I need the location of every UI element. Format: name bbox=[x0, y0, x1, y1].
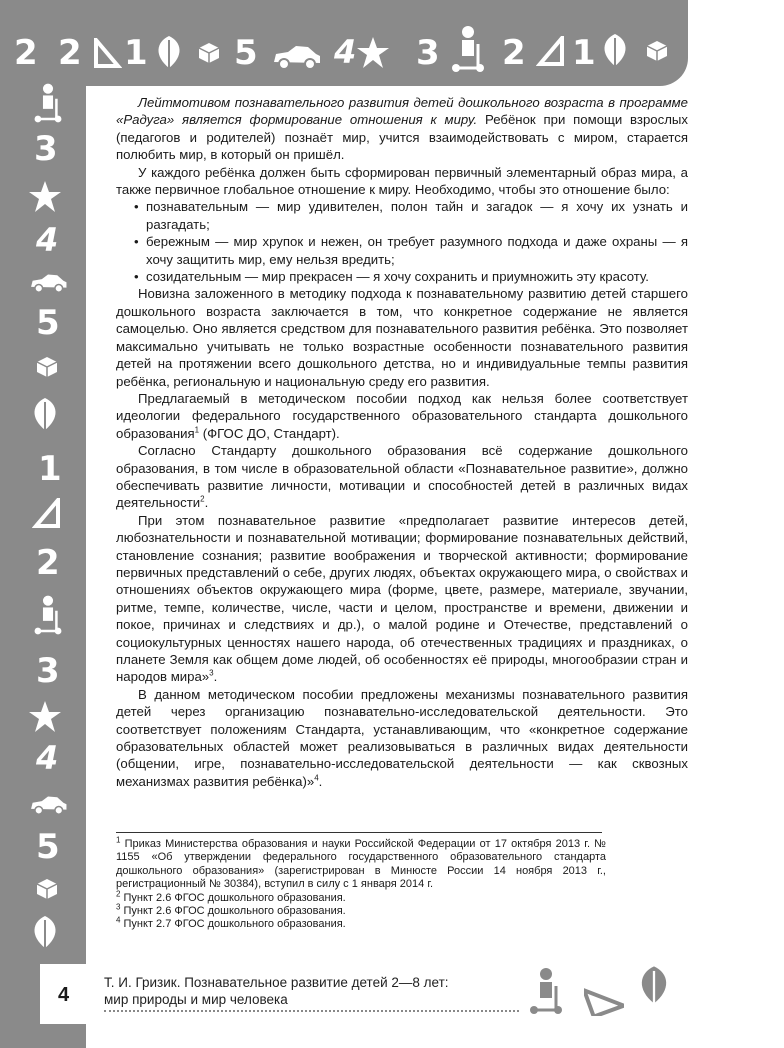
decor-number: 4 bbox=[334, 33, 357, 71]
footnote bbox=[116, 902, 606, 918]
footnote bbox=[116, 835, 606, 892]
list-item: • созидательным — мир прекрасен — я хочу сохранить и приумножить эту красоту. bbox=[136, 268, 688, 285]
decor-number: 5 bbox=[36, 827, 60, 867]
footnote-text: Пункт 2.6 ФГОС дошкольного образования. bbox=[120, 905, 346, 918]
cube-icon bbox=[198, 42, 220, 64]
leaf-icon bbox=[28, 914, 62, 952]
cube-icon bbox=[36, 878, 58, 900]
bullet-list bbox=[116, 198, 688, 285]
footnote-ref: 1 bbox=[194, 425, 200, 435]
paragraph-text: . bbox=[318, 773, 323, 789]
scooter-kid-icon bbox=[30, 82, 66, 124]
paragraph bbox=[116, 442, 688, 512]
decor-number: 5 bbox=[36, 303, 60, 343]
cube-icon bbox=[646, 40, 668, 62]
footnotes bbox=[116, 835, 606, 932]
decor-number: 2 bbox=[14, 33, 38, 73]
decor-number: 1 bbox=[572, 33, 596, 73]
footnote-text: Приказ Министерства образования и науки Российской Федерации от 17 октября 2013 г. № 1155 «Об утверждении федерального государственного образовательного стандарта дошкольного образования» (зарегистрирован в Минюсте России 14 ноября 2013 г., регистрационный № 30384), вступил в силу с 1 января 2014 г. bbox=[116, 838, 606, 891]
paragraph bbox=[116, 686, 688, 790]
footnote-number: 1 bbox=[116, 835, 121, 845]
paragraph bbox=[116, 390, 688, 442]
leaf-icon bbox=[152, 34, 186, 72]
decor-number: 1 bbox=[124, 33, 148, 73]
car-icon bbox=[270, 44, 322, 70]
decor-number: 3 bbox=[36, 651, 60, 691]
lead-sentence: Лейтмотивом познавательного развития детей дошкольного возраста в программе «Радуга» является формирование отношения к миру. bbox=[116, 95, 688, 128]
decor-number: 5 bbox=[234, 33, 258, 73]
paragraph-text: Согласно Стандарту дошкольного образования всё содержание дошкольного образования, в том числе в образовательной области «Познавательное развитие», должно обеспечивать развитие личности, мотивации и способностей детей в различных видах деятельности bbox=[116, 443, 688, 511]
triangle-icon bbox=[584, 980, 624, 1021]
paragraph bbox=[116, 94, 688, 164]
footnote-text: Пункт 2.7 ФГОС дошкольного образования. bbox=[120, 918, 346, 931]
footnote-ref: 3 bbox=[209, 669, 214, 679]
paragraph: Новизна заложенного в методику подхода к познавательному развитию детей старшего дошкольного возраста заключается в том, что конкретное содержание не является самоцелью. Оно является средством для познавательного развития ребёнка. Это позволяет максимально учитывать не только возрастные особенности познавательного развития детей на протяжении всего дошкольного детства, но и индивидуальные темпы развития ребёнка, региональную и национальную среду его развития. bbox=[116, 286, 688, 389]
book-title-line: мир природы и мир человека bbox=[104, 992, 288, 1007]
triangle-icon bbox=[536, 36, 566, 68]
paragraph-text: Предлагаемый в методическом пособии подход как нельзя более соответствует идеологии федерального государственного образовательного стандарта дошкольного образования bbox=[116, 390, 688, 441]
paragraph-text: Ребёнок при помощи взрослых (педагогов и родителей) познаёт мир, учится взаимодействовать с миром, старается полюбить мир, в который он пришёл. bbox=[116, 112, 688, 163]
list-item: • познавательным — мир удивителен, полон тайн и загадок — я хочу их узнать и разгадать; bbox=[136, 198, 688, 233]
scooter-kid-icon bbox=[30, 594, 66, 636]
triangle-icon bbox=[92, 38, 122, 70]
paragraph-text: При этом познавательное развитие «предполагает развитие интересов детей, любознательности и познавательной мотивации; формирование познавательных действий, становление сознания; развитие воображения и творческой активности; формирование первичных представлений о себе, других людях, объектах окружающего мира, о свойствах и отношениях объектов окружающего мира (форме, цвете, размере, материале, звучании, ритме, темпе, количестве, числе, части и целом, пространстве и времени, движении и покое, причинах и следствиях и др.), о малой родине и Отечестве, представлений о социокультурных ценностях нашего народа, об отечественных традициях и праздниках, о планете Земля как общем доме людей, об особенностях её природы, многообразии стран и народов мира» bbox=[116, 512, 688, 685]
scooter-kid-icon bbox=[448, 24, 488, 74]
car-icon bbox=[28, 790, 68, 820]
book-title-line: Т. И. Гризик. Познавательное развитие детей 2—8 лет: bbox=[104, 975, 449, 990]
star-icon bbox=[28, 700, 62, 734]
footnote-text: Пункт 2.6 ФГОС дошкольного образования. bbox=[120, 891, 346, 904]
decor-number: 2 bbox=[36, 543, 60, 583]
footnote-number: 3 bbox=[116, 902, 121, 912]
footnote-divider bbox=[116, 832, 602, 833]
triangle-icon bbox=[32, 498, 62, 530]
leaf-icon bbox=[28, 396, 62, 434]
car-icon bbox=[28, 268, 68, 298]
star-icon bbox=[356, 36, 390, 70]
paragraph: У каждого ребёнка должен быть сформирован первичный элементарный образ мира, а также первичное глобальное отношение к миру. Необходимо, чтобы это отношение было: bbox=[116, 164, 688, 198]
running-footer bbox=[104, 974, 524, 1008]
main-text bbox=[116, 94, 688, 790]
leaf-icon bbox=[598, 32, 632, 70]
page-number: 4 bbox=[58, 984, 70, 1006]
paragraph-text: В данном методическом пособии предложены механизмы познавательного развития детей через организацию познавательно-исследовательской деятельности. Это соответствует положениям Стандарта, устанавливающим, что «конкретное содержание образовательных областей может реализовываться в различных видах деятельности (общении, игре, познавательно-исследовательской деятельности — как сквозных механизмах развития ребёнка)» bbox=[116, 686, 688, 789]
footnote-ref: 4 bbox=[314, 773, 319, 783]
decor-number: 3 bbox=[34, 129, 58, 169]
decor-number: 2 bbox=[502, 33, 526, 73]
footnote bbox=[116, 915, 606, 931]
decor-number: 3 bbox=[416, 33, 440, 73]
scooter-kid-icon bbox=[526, 966, 566, 1021]
footnote-number: 4 bbox=[116, 915, 121, 925]
star-icon bbox=[28, 180, 62, 214]
decor-number: 4 bbox=[36, 221, 59, 259]
list-item: • бережным — мир хрупок и нежен, он требует разумного подхода и даже охраны — я хочу защитить мир, ему нельзя вредить; bbox=[136, 233, 688, 268]
decor-number: 1 bbox=[38, 449, 62, 489]
paragraph bbox=[116, 512, 688, 686]
footnote-ref: 2 bbox=[200, 494, 205, 504]
footnote-number: 2 bbox=[116, 888, 121, 898]
decor-number: 4 bbox=[36, 739, 59, 777]
decor-number: 2 bbox=[58, 33, 82, 73]
leaf-icon bbox=[634, 964, 674, 1013]
paragraph-text: . bbox=[204, 495, 209, 511]
paragraph-text: . bbox=[213, 669, 218, 685]
cube-icon bbox=[36, 356, 58, 378]
footnote bbox=[116, 888, 606, 905]
paragraph-text: (ФГОС ДО, Стандарт). bbox=[199, 425, 340, 441]
footer-dotted-line bbox=[104, 1010, 519, 1012]
